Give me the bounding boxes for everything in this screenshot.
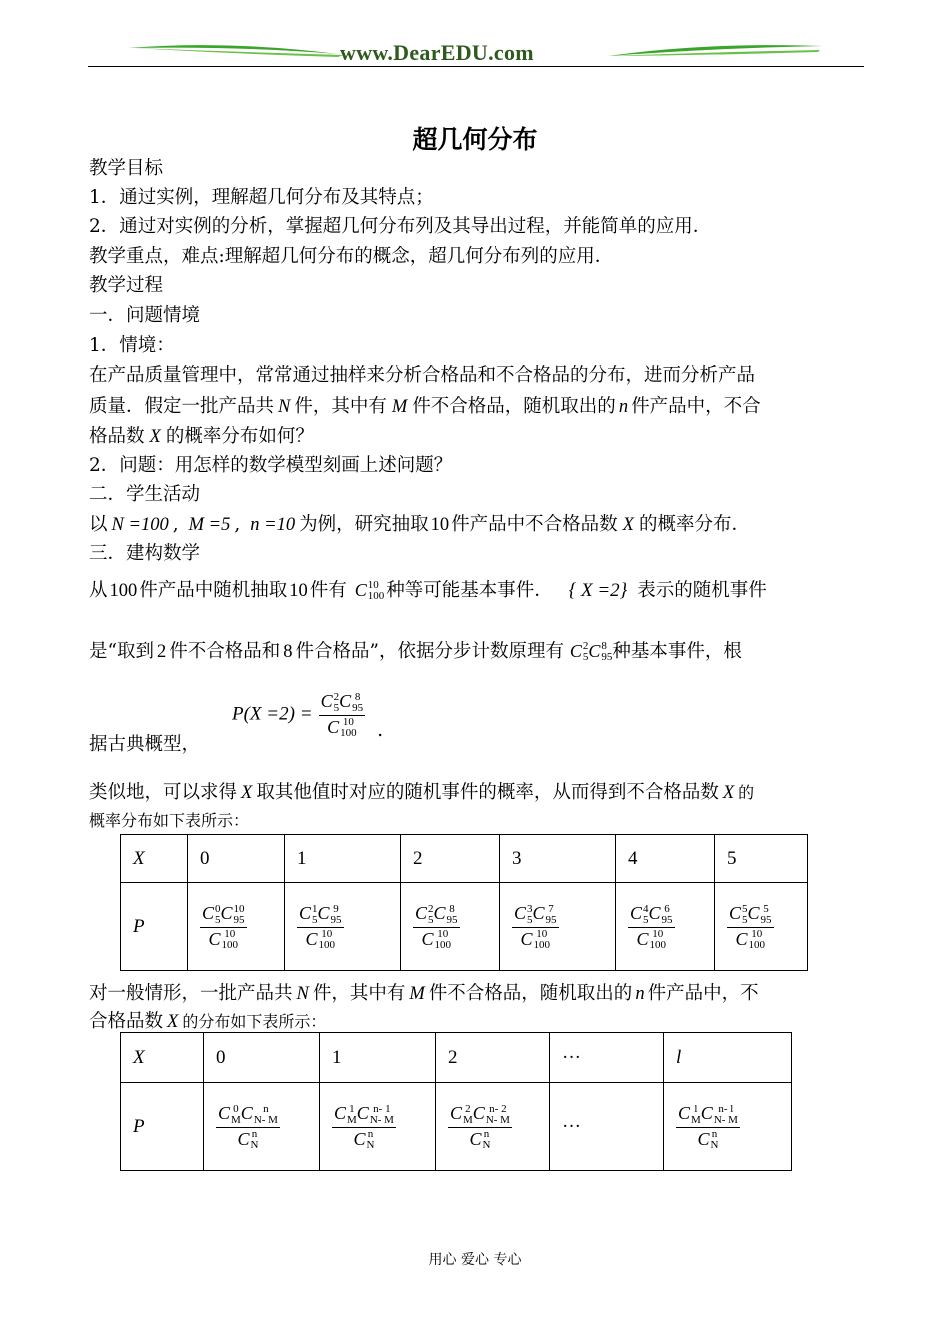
math-100: 100 [109, 581, 138, 601]
table-header-cell: 0 [204, 1033, 320, 1083]
text: 类似地，可以求得 [89, 782, 238, 803]
probability-cell: C 1 M C n- 1 N- M C n N [320, 1083, 436, 1171]
paragraph-6-line-b: 概率分布如下表所示： [89, 811, 250, 830]
text: 表示的随机事件 [637, 580, 767, 601]
goal-item-1: 1．通过实例，理解超几何分布及其特点； [89, 187, 434, 208]
math-2: 2 [156, 642, 167, 662]
table-header-cell: 2 [401, 835, 500, 883]
probability-cell: C l M C n- l N- M C n N [664, 1083, 792, 1171]
comb-C5-2: C 2 5 [569, 640, 589, 664]
goal-item-2: 2．通过对实例的分析，掌握超几何分布列及其导出过程，并能简单的应用． [89, 216, 712, 237]
text: 件产品中，不合 [631, 396, 761, 417]
math-M: M [409, 984, 425, 1004]
table-header-cell: 1 [285, 835, 401, 883]
text: 的概率分布． [638, 514, 750, 535]
text: 件不合格品，随机取出的 [412, 396, 616, 417]
paragraph-7-line-b [89, 1007, 326, 1033]
probability-cell: C 2 5 C 8 95 C 10 100 [401, 883, 500, 971]
paragraph-1-line-a: 在产品质量管理中，常常通过抽样来分析合格品和不合格品的分布，进而分析产品 [89, 365, 756, 386]
table-header-cell: 2 [436, 1033, 550, 1083]
paragraph-6-line-a [89, 778, 754, 804]
text: 以 [89, 514, 108, 535]
paragraph-1-line-b [89, 392, 761, 418]
text: 的概率分布如何？ [165, 426, 314, 447]
text: 为例，研究抽取 [299, 514, 429, 535]
math-N: N [296, 984, 309, 1004]
text: 种等可能基本事件． [386, 580, 553, 601]
math-X: X [167, 1012, 179, 1032]
text: 取其他值时对应的随机事件的概率，从而得到不合格品数 [256, 782, 719, 803]
paragraph-4 [89, 637, 742, 663]
math-10: 10 [430, 515, 450, 535]
math-X: X [622, 515, 634, 535]
math-8: 8 [283, 642, 293, 662]
math-N-eq-100: N =100 [111, 515, 169, 535]
paragraph-5: 据古典概型， [89, 734, 201, 755]
formula-fraction: C 2 5 C 8 95 C 10 100 [320, 690, 364, 740]
comb-C100-10: C 10 100 [354, 579, 385, 603]
text: 对一般情形，一批产品共 [89, 983, 293, 1004]
math-N: N [278, 397, 291, 417]
paragraph-7-line-a [89, 979, 759, 1005]
text: 件产品中随机抽取 [139, 580, 288, 601]
text: 是“取到 [89, 641, 154, 662]
math-M-eq-5: M =5 [188, 515, 231, 535]
formula-lhs: P(X =2) = [232, 703, 313, 725]
table-row-label-P: P [121, 883, 188, 971]
probability-cell-ellipsis: ··· [550, 1083, 664, 1171]
table-header-X: X [121, 1033, 204, 1083]
paragraph-1-line-c [89, 422, 314, 448]
text: 质量．假定一批产品共 [89, 396, 275, 417]
table-header-cell: 4 [616, 835, 715, 883]
math-10: 10 [289, 581, 308, 601]
page-footer: 用心 爱心 专心 [428, 1252, 522, 1268]
text: 件，其中有 [294, 396, 387, 417]
probability-cell: C 2 M C n- 2 N- M C n N [436, 1083, 550, 1171]
math-M: M [391, 397, 408, 417]
text: 的 [738, 783, 755, 802]
math-X: X [149, 427, 161, 447]
text: 件不合格品，随机取出的 [428, 983, 633, 1004]
site-logo[interactable]: www.DearEDU.com [340, 40, 534, 65]
text: 合格品数 [89, 1011, 164, 1032]
section-3-heading: 三．建构数学 [89, 543, 201, 564]
math-X: X [241, 783, 253, 803]
probability-cell: C 3 5 C 7 95 C 10 100 [500, 883, 616, 971]
probability-cell: C 5 5 C 5 95 C 10 100 [715, 883, 808, 971]
math-n-eq-10: n =10 [250, 515, 296, 535]
paragraph-2: 以 N =100 , M =5 , n =10 为例，研究抽取 10 件产品中不合格品数 X 的概率分布． [89, 514, 750, 535]
table-header-cell: l [664, 1033, 792, 1083]
process-heading: 教学过程 [89, 275, 164, 296]
table-header-cell: ··· [550, 1033, 664, 1083]
text: 从 [89, 580, 108, 601]
probability-cell: C 1 5 C 9 95 C 10 100 [285, 883, 401, 971]
text: 件合格品”，依据分步计数原理有 [295, 641, 564, 662]
table-header-cell: 3 [500, 835, 616, 883]
section-2-heading: 二．学生活动 [89, 484, 201, 505]
math-X: X [722, 783, 735, 803]
probability-cell: C 0 M C n N- M C n N [204, 1083, 320, 1171]
probability-cell: C 4 5 C 6 95 C 10 100 [616, 883, 715, 971]
probability-cell: C 0 5 C 10 95 C 10 100 [188, 883, 285, 971]
text: 件产品中不合格品数 [451, 514, 618, 535]
distribution-table-general [120, 1032, 792, 1171]
distribution-table-specific [120, 834, 808, 971]
text: 件有 [309, 580, 347, 601]
text: 种基本事件，根 [612, 641, 742, 662]
table-header-cell: 1 [320, 1033, 436, 1083]
text: 件不合格品和 [169, 641, 281, 662]
text: 件产品中，不 [647, 983, 759, 1004]
paragraph-3 [89, 576, 767, 614]
probability-formula: P(X =2) = C 2 5 C 8 95 C 10 100 . [232, 690, 384, 741]
text: 的分布如下表所示： [182, 1012, 327, 1031]
math-n: n [635, 984, 645, 1004]
table-row-label-P: P [121, 1083, 204, 1171]
goal-heading: 教学目标 [89, 158, 164, 179]
section-1-1: 1．情境： [89, 335, 175, 356]
section-1-2: 2．问题：用怎样的数学模型刻画上述问题？ [89, 455, 453, 476]
table-header-X: X [121, 835, 188, 883]
header-divider [88, 66, 864, 67]
text: 件，其中有 [312, 983, 406, 1004]
key-points: 教学重点，难点:理解超几何分布的概念，超几何分布列的应用． [89, 246, 614, 267]
text: 格品数 [89, 426, 145, 447]
section-1-heading: 一．问题情境 [89, 305, 201, 326]
page-title: 超几何分布 [412, 125, 538, 154]
math-n: n [618, 397, 629, 417]
event-X-eq-2: { X =2} [568, 580, 628, 601]
table-header-cell: 5 [715, 835, 808, 883]
table-header-cell: 0 [188, 835, 285, 883]
comb-C95-8: C 8 95 [588, 640, 613, 664]
